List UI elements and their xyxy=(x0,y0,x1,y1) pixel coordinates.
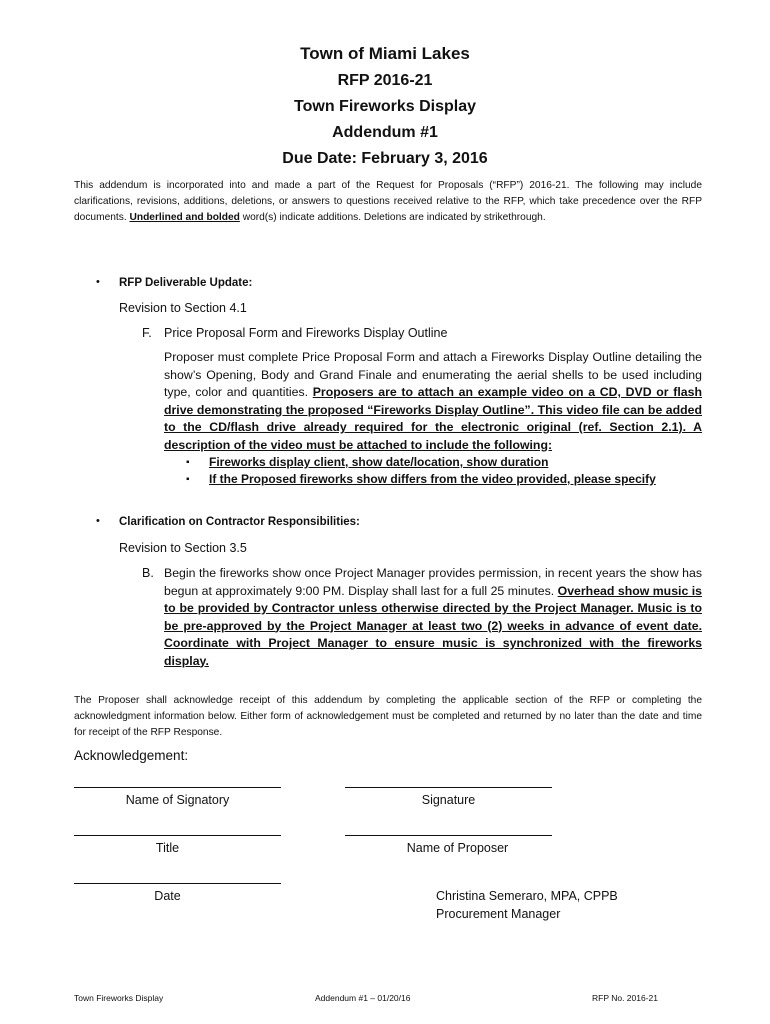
addendum-title: Addendum #1 xyxy=(332,124,438,141)
acknowledgement-label: Acknowledgement: xyxy=(74,748,189,763)
date-line[interactable] xyxy=(74,883,281,884)
rfp-number: RFP 2016-21 xyxy=(337,72,433,89)
section1-para-addition: Proposers are to attach an example video on a CD, DVD or flash drive demonstrating the proposed “Fireworks Display Outline”. This video file can be added to the CD/flash drive already required for the electronic original (ref. Section 2.1). A description of the video must be attached to include the following: xyxy=(164,385,702,452)
section1-item-letter: F. xyxy=(142,326,152,340)
signature-caption: Signature xyxy=(421,793,476,807)
title-line[interactable] xyxy=(74,835,281,836)
subbullet-mark: ▪ xyxy=(186,474,190,485)
name-of-signatory-caption: Name of Signatory xyxy=(125,793,230,807)
section2-paragraph xyxy=(164,565,702,670)
proposer-name-line[interactable] xyxy=(345,835,552,836)
subbullet-mark: ▪ xyxy=(186,457,190,468)
town-title: Town of Miami Lakes xyxy=(300,44,470,63)
footer-left: Town Fireworks Display xyxy=(74,993,164,1003)
section1-revision: Revision to Section 4.1 xyxy=(119,301,247,315)
date-caption: Date xyxy=(154,889,181,903)
subbullet-text: Fireworks display client, show date/location, show duration xyxy=(209,455,549,469)
section2-title: Clarification on Contractor Responsibilities: xyxy=(119,516,360,528)
subbullet-text: If the Proposed fireworks show differs from the video provided, please specify xyxy=(209,472,656,486)
section1-para-text: Proposer must complete Price Proposal Form and attach a Fireworks Display Outline detailing the show’s Opening, Body and Grand Finale and enumerating the aerial shells to be used including type, color and quantities. xyxy=(164,350,702,399)
intro-paragraph xyxy=(74,178,702,226)
project-title: Town Fireworks Display xyxy=(294,98,476,115)
signatory-name-line[interactable] xyxy=(74,787,281,788)
intro-underlined-bolded: Underlined and bolded xyxy=(129,212,240,223)
intro-text-2: word(s) indicate additions. Deletions are indicated by strikethrough. xyxy=(239,212,546,223)
contact-name: Christina Semeraro, MPA, CPPB xyxy=(436,889,618,903)
title-caption: Title xyxy=(155,841,180,855)
section2-revision: Revision to Section 3.5 xyxy=(119,541,247,555)
intro-text-1: This addendum is incorporated into and made a part of the Request for Proposals (“RFP”) 2016-21. The following may include clarifications, revisions, additions, deletions, or answers to questions received relative to the RFP, which take precedence over the RFP documents. xyxy=(74,180,702,223)
section2-item-letter: B. xyxy=(142,566,154,580)
name-of-proposer-caption: Name of Proposer xyxy=(406,841,509,855)
section2-para-addition: Overhead show music is to be provided by Contractor unless otherwise directed by the Project Manager. Music is to be pre-approved by the Project Manager at least two (2) weeks in advance of event date. Coordinate with Project Manager to ensure music is synchronized with the fireworks display. xyxy=(164,583,703,668)
acknowledgement-paragraph: The Proposer shall acknowledge receipt of this addendum by completing the applicable section of the RFP or completing the acknowledgment information below. Either form of acknowledgement must be completed and returned by no later than the date and time for receipt of the RFP Response. xyxy=(74,695,702,738)
footer-right: RFP No. 2016-21 xyxy=(592,993,658,1003)
section2-para-text: Begin the fireworks show once Project Manager provides permission, in recent years the show has begun at approximately 9:00 PM. Display shall last for a full 25 minutes. xyxy=(164,566,702,598)
section1-title: RFP Deliverable Update: xyxy=(119,277,253,289)
section1-item-title: Price Proposal Form and Fireworks Display Outline xyxy=(164,326,448,340)
footer-center: Addendum #1 – 01/20/16 xyxy=(315,993,411,1003)
section2-bullet: • xyxy=(96,515,100,527)
contact-role: Procurement Manager xyxy=(436,907,561,921)
signature-line[interactable] xyxy=(345,787,552,788)
due-date: Due Date: February 3, 2016 xyxy=(282,150,488,167)
section1-bullet: • xyxy=(96,276,100,288)
section1-paragraph xyxy=(164,349,702,454)
